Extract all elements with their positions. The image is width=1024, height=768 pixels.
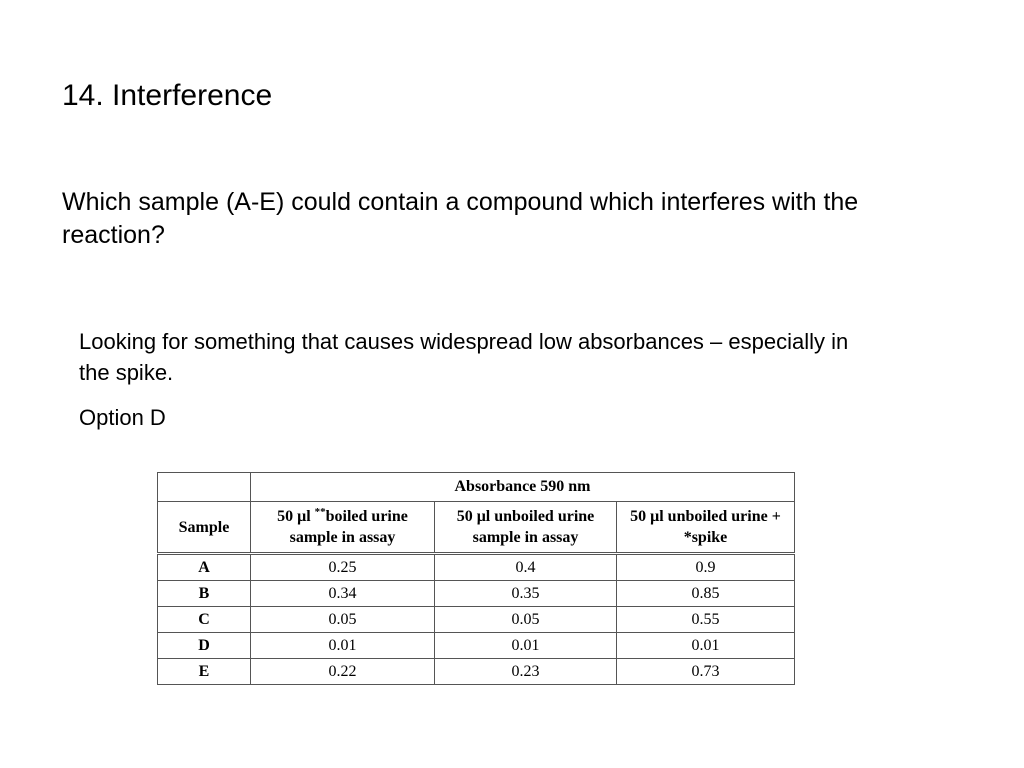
cell-unboiled: 0.35 bbox=[435, 581, 617, 607]
column-header-spike: 50 μl unboiled urine + *spike bbox=[617, 502, 795, 554]
cell-boiled: 0.34 bbox=[251, 581, 435, 607]
group-header-absorbance: Absorbance 590 nm bbox=[251, 473, 795, 502]
cell-sample: E bbox=[158, 659, 251, 685]
table-row bbox=[158, 607, 795, 633]
cell-unboiled: 0.4 bbox=[435, 554, 617, 581]
cell-sample: B bbox=[158, 581, 251, 607]
table-group-header-row bbox=[158, 473, 795, 502]
cell-unboiled: 0.23 bbox=[435, 659, 617, 685]
table-column-header-row bbox=[158, 502, 795, 554]
table-row bbox=[158, 554, 795, 581]
column-header-boiled bbox=[251, 502, 435, 554]
cell-spike: 0.01 bbox=[617, 633, 795, 659]
column-header-boiled-prefix: 50 μl bbox=[277, 508, 315, 525]
cell-boiled: 0.05 bbox=[251, 607, 435, 633]
cell-unboiled: 0.01 bbox=[435, 633, 617, 659]
absorbance-table bbox=[157, 472, 795, 685]
cell-unboiled: 0.05 bbox=[435, 607, 617, 633]
answer-text: Looking for something that causes widespread low absorbances – especially in the spike. bbox=[79, 329, 849, 385]
cell-spike: 0.85 bbox=[617, 581, 795, 607]
cell-boiled: 0.25 bbox=[251, 554, 435, 581]
cell-boiled: 0.01 bbox=[251, 633, 435, 659]
option-text: Option D bbox=[79, 405, 166, 430]
cell-spike: 0.55 bbox=[617, 607, 795, 633]
column-header-boiled-superscript: ** bbox=[314, 506, 326, 518]
column-header-sample: Sample bbox=[158, 502, 251, 554]
column-header-unboiled: 50 μl unboiled urine sample in assay bbox=[435, 502, 617, 554]
cell-boiled: 0.22 bbox=[251, 659, 435, 685]
cell-spike: 0.73 bbox=[617, 659, 795, 685]
table-row bbox=[158, 581, 795, 607]
cell-sample: A bbox=[158, 554, 251, 581]
column-header-boiled-rest: boiled urine sample in assay bbox=[289, 508, 408, 546]
slide-title: 14. Interference bbox=[62, 79, 273, 112]
table-corner-cell bbox=[158, 473, 251, 502]
cell-sample: D bbox=[158, 633, 251, 659]
cell-sample: C bbox=[158, 607, 251, 633]
table-row bbox=[158, 659, 795, 685]
table-row bbox=[158, 633, 795, 659]
cell-spike: 0.9 bbox=[617, 554, 795, 581]
question-text: Which sample (A-E) could contain a compound which interferes with the reaction? bbox=[62, 188, 859, 249]
